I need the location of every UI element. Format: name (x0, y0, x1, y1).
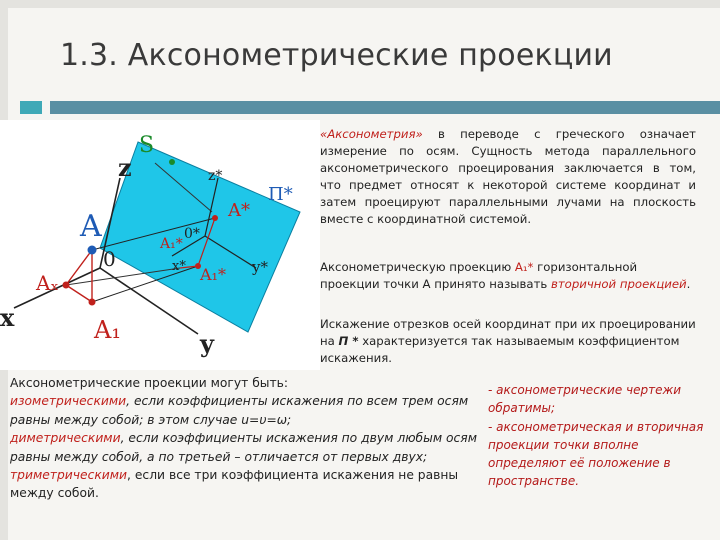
frame-top (0, 0, 720, 8)
secondary-paragraph (320, 259, 696, 293)
label-s: S (139, 133, 155, 158)
red-a-ax (66, 250, 92, 285)
accent-bar (50, 101, 720, 114)
label-a1-star-small: A₁* (160, 236, 183, 252)
di-text: , если коэффициенты искажения по двум любым осям равны между собой, а по третьей – отличается от первых двух; (10, 431, 477, 464)
point-a1 (89, 299, 96, 306)
secondary-term: вторичной проекцией (550, 277, 687, 291)
notes-paragraph (488, 381, 708, 491)
point-a (88, 246, 97, 255)
types-paragraph (10, 374, 488, 503)
label-o-star: 0* (184, 226, 200, 242)
label-y-star: y* (252, 258, 268, 276)
slide-title: 1.3. Аксонометрические проекции (60, 38, 613, 73)
point-s (169, 159, 175, 165)
point-ax (63, 282, 70, 289)
definition-paragraph (320, 126, 696, 228)
distortion-part2: характеризуется так называемым коэффициентом искажения. (320, 334, 680, 365)
axonometry-diagram (0, 120, 320, 370)
label-a1-star: A₁* (200, 265, 226, 284)
types-intro: Аксонометрические проекции могут быть: (10, 376, 289, 390)
label-a1: A₁ (94, 316, 121, 344)
secondary-part3: . (686, 277, 691, 291)
secondary-part2: горизонтальной проекции точки А принято называть (320, 260, 638, 291)
definition-text: в переводе с греческого означает измерение по осям. Сущность метода параллельного аксонометрического проецирования заключается в том, что предмет относят к некоторой системе координат и затем проецируют параллельными лучами на плоскость вместе с координатной системой. (320, 127, 696, 226)
secondary-point: A₁* (514, 260, 534, 274)
label-plane: П* (268, 184, 293, 205)
note-secondary: - аксонометрическая и вторичная проекции точки вполне определяют её положение в пространстве. (488, 419, 704, 489)
label-z-star: z* (208, 168, 223, 184)
distortion-paragraph (320, 316, 705, 367)
definition-term: «Аксонометрия» (320, 127, 423, 141)
tri-text: , если все три коэффициента искажения не равны между собой. (10, 468, 459, 501)
label-y: y (200, 329, 214, 358)
red-ax-a1 (66, 285, 92, 302)
accent-square (20, 101, 42, 114)
tri-term: триметрическими (10, 468, 128, 483)
label-z: z (118, 153, 132, 182)
label-ax: Aₓ (36, 271, 59, 295)
label-x: x (0, 303, 15, 332)
label-x-star: x* (172, 259, 186, 274)
secondary-part1: Аксонометрическую проекцию (320, 260, 515, 274)
note-reversible: - аксонометрические чертежи обратимы; (488, 383, 682, 416)
label-a-star: A* (228, 200, 250, 221)
point-a-star (212, 215, 218, 221)
distortion-plane: П * (338, 334, 359, 348)
label-a: A (80, 209, 102, 244)
di-term: диметрическими (10, 431, 121, 446)
iso-text: , если коэффициенты искажения по всем трем осям равны между собой; в этом случае u=υ=ω; (10, 394, 469, 427)
distortion-part1: Искажение отрезков осей координат при их проецировании на (320, 317, 696, 348)
label-zero: 0 (103, 247, 116, 271)
iso-term: изометрическими (10, 394, 127, 409)
